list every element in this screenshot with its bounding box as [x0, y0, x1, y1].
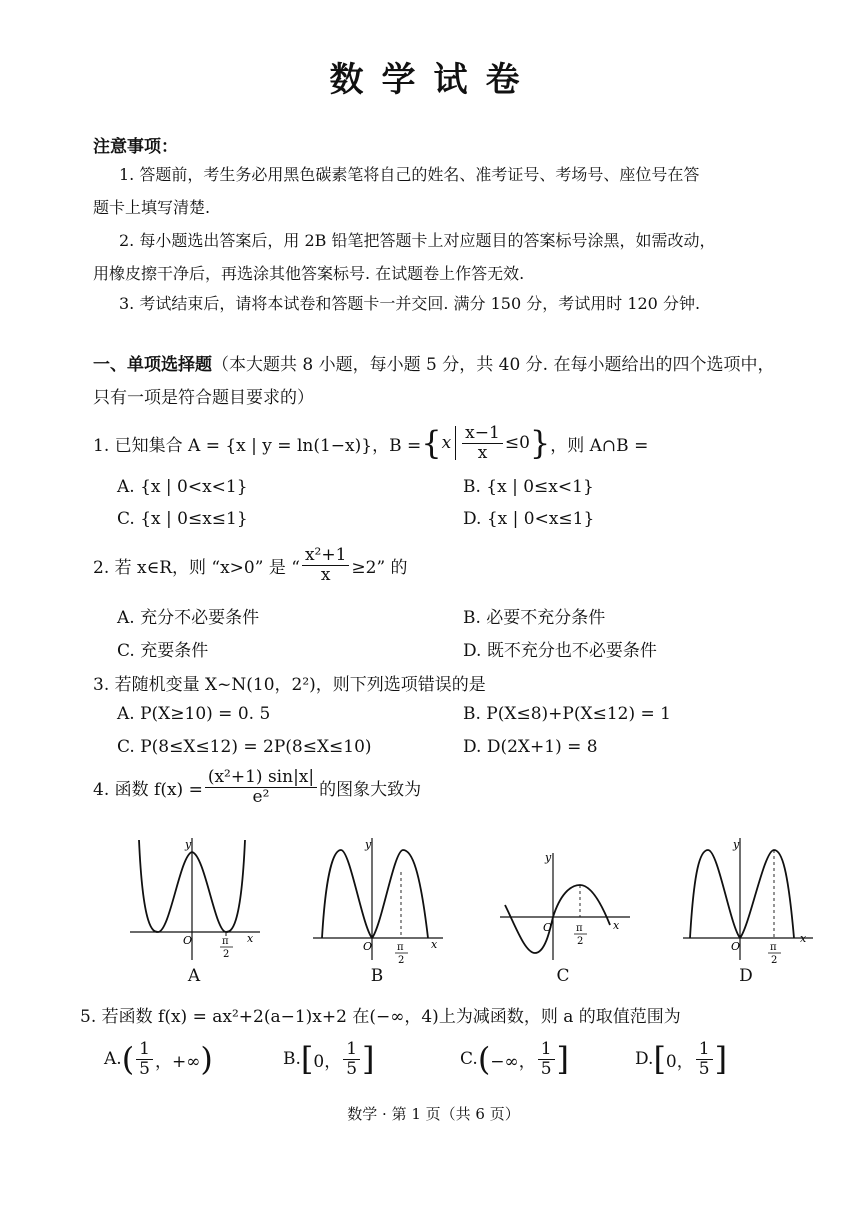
question-1-stem	[93, 424, 648, 462]
graph-c	[495, 845, 635, 965]
q1-option-b: B. {x | 0≤x<1}	[463, 477, 594, 497]
q5-a-num: 1	[136, 1040, 153, 1060]
q5-option-d	[635, 1040, 727, 1078]
q3-option-d: D. D(2X+1) = 8	[463, 737, 598, 757]
q5-b-den: 5	[346, 1058, 358, 1079]
graph-d-origin: O	[731, 940, 741, 953]
graph-a-two: 2	[223, 949, 230, 960]
q5-b-num: 1	[343, 1040, 360, 1060]
q5-d-open: [	[653, 1040, 666, 1079]
q5-d-frac	[696, 1040, 713, 1078]
q5-c-den: 5	[540, 1058, 552, 1079]
q5-c-label: C.	[460, 1049, 478, 1070]
q5-a-rest: ，+∞	[155, 1051, 201, 1072]
q2-option-b: B. 必要不充分条件	[463, 608, 606, 628]
graph-c-label: C	[556, 966, 570, 986]
q5-option-c	[460, 1040, 569, 1078]
q5-b-frac	[343, 1040, 360, 1078]
graph-d	[678, 830, 818, 965]
graph-b-curve	[322, 850, 428, 938]
q5-d-num: 1	[696, 1040, 713, 1060]
q5-a-close: )	[200, 1040, 213, 1079]
q4-suffix: 的图象大致为	[319, 779, 422, 800]
q5-c-frac	[538, 1040, 555, 1078]
graph-c-origin: O	[543, 921, 553, 934]
q5-a-label: A.	[104, 1049, 122, 1070]
section-1-desc-2: 只有一项是符合题目要求的）	[93, 388, 314, 408]
q2-option-d: D. 既不充分也不必要条件	[463, 641, 657, 661]
q2-fraction	[302, 546, 349, 584]
graph-a-pi: π	[222, 936, 229, 947]
question-5-stem: 5. 若函数 f(x) = ax²+2(a−1)x+2 在(−∞，4)上为减函数，则 a 的取值范围为	[80, 1007, 681, 1027]
q1-set-bar	[455, 426, 456, 460]
q5-a-frac	[136, 1040, 153, 1078]
q2-frac-num: x²+1	[302, 546, 349, 566]
graph-d-y-label: y	[733, 838, 740, 851]
q1-set-var: x	[441, 433, 452, 454]
q1-fraction	[462, 424, 503, 462]
q4-prefix: 4. 函数 f(x) =	[93, 779, 203, 800]
notice-item-3: 3. 考试结束后，请将本试卷和答题卡一并交回. 满分 150 分，考试用时 120 分钟.	[119, 294, 701, 313]
graph-c-y-label: y	[545, 851, 552, 864]
q4-frac-num: (x²+1) sin|x|	[205, 768, 317, 788]
graph-b-two: 2	[398, 955, 405, 965]
q1-brace-right: }	[529, 424, 551, 463]
notice-heading: 注意事项：	[93, 137, 178, 157]
graph-c-x-label: x	[613, 919, 620, 932]
page-footer: 数学 · 第 1 页（共 6 页）	[347, 1105, 520, 1123]
graph-a-x-label: x	[247, 932, 254, 945]
graph-b	[308, 830, 448, 965]
q5-c-num: 1	[538, 1040, 555, 1060]
question-2-stem	[93, 546, 408, 584]
q3-option-c: C. P(8≤X≤12) = 2P(8≤X≤10)	[117, 737, 372, 757]
q1-brace-left: {	[421, 424, 442, 463]
q1-frac-num: x−1	[462, 424, 503, 444]
graph-a-y-label: y	[185, 838, 192, 851]
q3-option-b: B. P(X≤8)+P(X≤12) = 1	[463, 704, 671, 724]
q4-frac-den: e²	[252, 786, 270, 807]
q5-c-open: (	[477, 1040, 491, 1079]
q2-suffix: ≥2” 的	[351, 557, 408, 578]
graph-d-curve	[690, 850, 794, 938]
q5-b-label: B.	[283, 1049, 301, 1070]
notice-item-1-line-2: 题卡上填写清楚.	[93, 198, 211, 217]
notice-item-2-line-1: 2. 每小题选出答案后，用 2B 铅笔把答题卡上对应题目的答案标号涂黑，如需改动，	[119, 231, 716, 250]
graph-c-two: 2	[577, 936, 584, 947]
graph-b-pi: π	[397, 942, 404, 953]
q5-b-open: [	[300, 1040, 314, 1079]
graph-d-two: 2	[771, 955, 778, 965]
section-1-desc-1: （本大题共 8 小题，每小题 5 分，共 40 分. 在每小题给出的四个选项中，	[212, 355, 775, 375]
q2-frac-den: x	[320, 564, 331, 585]
graph-d-pi: π	[770, 942, 777, 953]
q5-d-close: ]	[714, 1040, 728, 1079]
q5-d-label: D.	[635, 1049, 654, 1070]
q1-option-d: D. {x | 0<x≤1}	[463, 509, 595, 529]
q2-prefix: 2. 若 x∈R，则 “x>0” 是 “	[93, 557, 300, 578]
q5-a-open: (	[121, 1040, 135, 1079]
q5-c-left: −∞，	[490, 1051, 536, 1072]
q3-option-a: A. P(X≥10) = 0. 5	[117, 704, 271, 724]
graph-b-origin: O	[363, 940, 373, 953]
graph-a	[125, 830, 265, 965]
graph-d-x-label: x	[800, 932, 807, 945]
graph-a-label: A	[187, 966, 201, 986]
graph-c-curve	[505, 885, 610, 953]
q5-c-close: ]	[556, 1040, 570, 1079]
notice-item-2-line-2: 用橡皮擦干净后，再选涂其他答案标号. 在试题卷上作答无效.	[93, 264, 525, 283]
graph-a-origin: O	[183, 934, 193, 947]
graph-c-pi: π	[576, 923, 583, 934]
graph-b-label: B	[370, 966, 384, 986]
section-1-heading-line-1	[93, 350, 775, 375]
q1-option-a: A. {x | 0<x<1}	[117, 477, 248, 497]
q2-option-c: C. 充要条件	[117, 641, 209, 661]
q1-option-c: C. {x | 0≤x≤1}	[117, 509, 248, 529]
q2-option-a: A. 充分不必要条件	[117, 608, 260, 628]
q5-d-left: 0，	[665, 1051, 694, 1072]
notice-item-1-line-1: 1. 答题前，考生务必用黑色碳素笔将自己的姓名、准考证号、考场号、座位号在答	[119, 165, 700, 184]
graph-b-x-label: x	[431, 938, 438, 951]
graph-b-y-label: y	[365, 838, 372, 851]
q5-d-den: 5	[698, 1058, 710, 1079]
graph-d-label: D	[739, 966, 753, 986]
section-1-heading: 一、单项选择题	[93, 355, 212, 375]
q5-b-close: ]	[362, 1040, 375, 1079]
question-3-stem: 3. 若随机变量 X~N(10，2²)，则下列选项错误的是	[93, 675, 486, 695]
q5-option-a	[104, 1040, 213, 1078]
q5-a-den: 5	[139, 1058, 150, 1079]
question-4-stem	[93, 768, 421, 806]
q4-fraction	[205, 768, 317, 806]
q5-option-b	[283, 1040, 375, 1078]
q1-set-cond: ≤0	[504, 433, 530, 454]
q1-frac-den: x	[477, 442, 488, 463]
q5-b-left: 0，	[313, 1051, 342, 1072]
page-title: 数学试卷	[329, 60, 538, 100]
q1-prefix: 1. 已知集合 A = {x | y = ln(1−x)}，B =	[93, 435, 422, 456]
q1-suffix: ，则 A∩B =	[550, 435, 649, 456]
